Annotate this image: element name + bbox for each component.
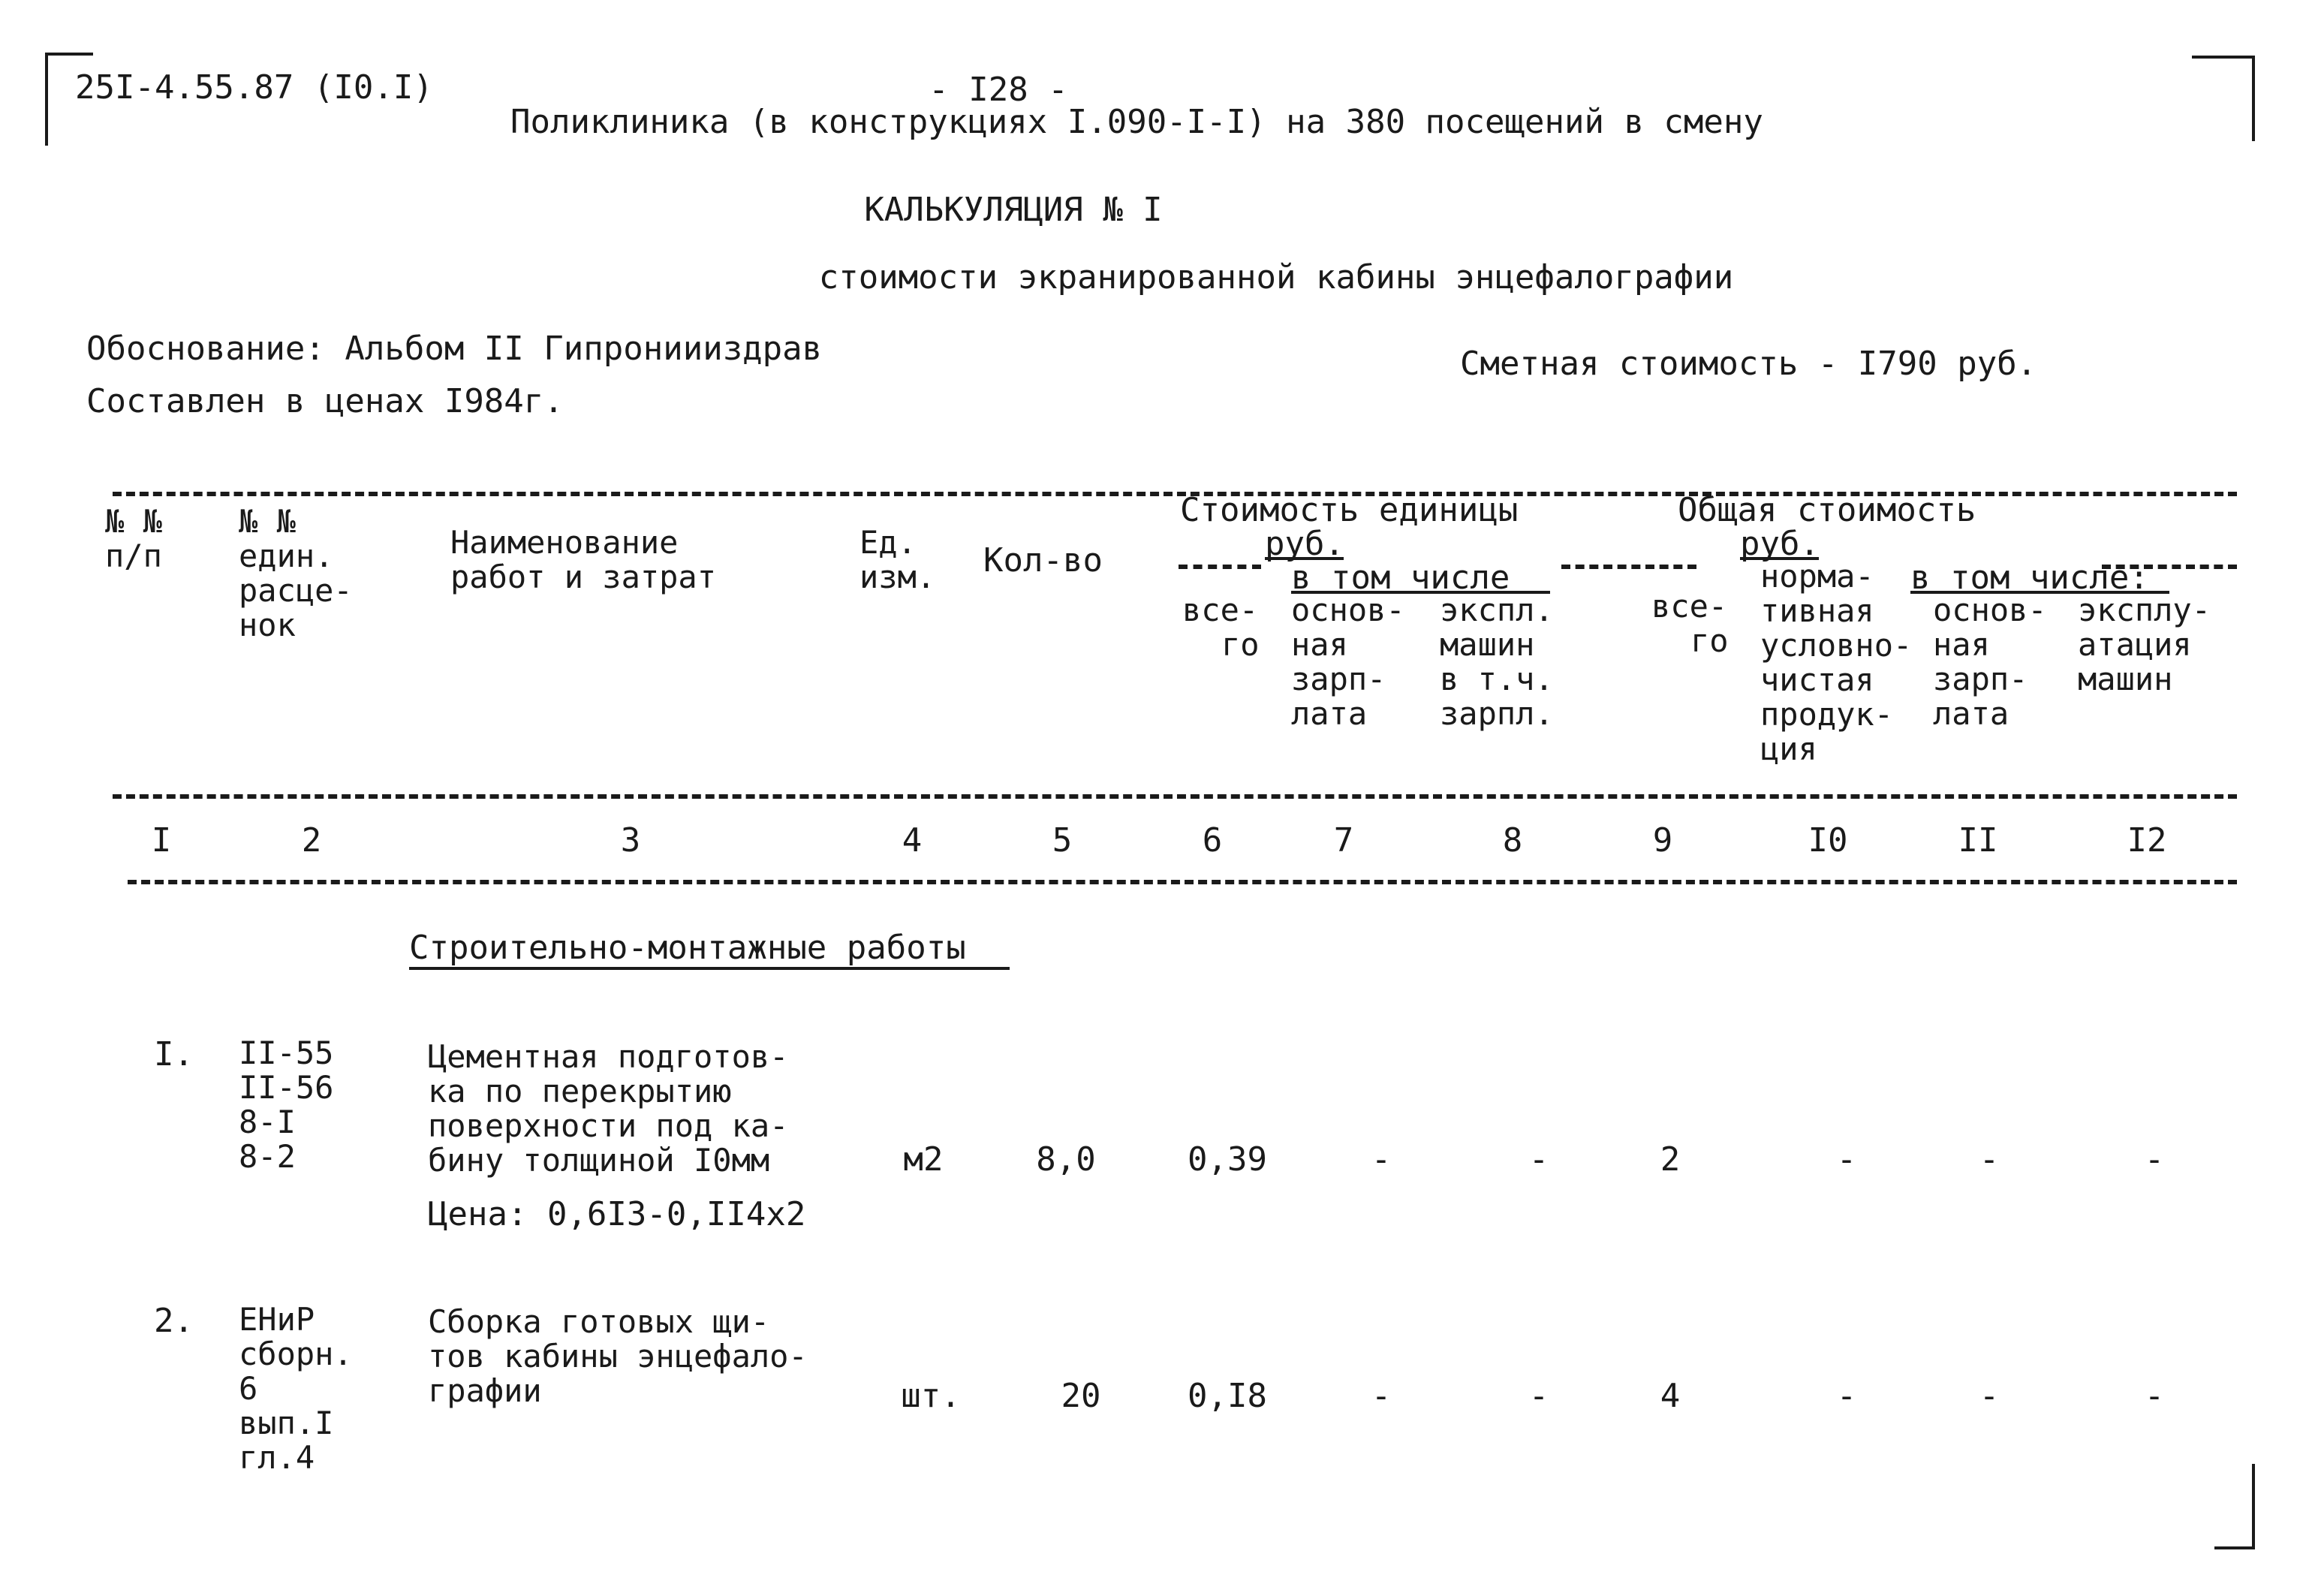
header-total-incl: в том числе: <box>1910 559 2149 597</box>
row-total: 4 <box>1660 1377 1681 1415</box>
row-codes: ЕНиР сборн. 6 вып.I гл.4 <box>239 1301 353 1476</box>
header-col-5: Кол-во <box>983 541 1103 580</box>
row-work-name: Цементная подготов- ка по перекрытию поверхности под ка- бину толщиной I0мм <box>428 1038 789 1179</box>
row-total-normative: - <box>1836 1140 1857 1179</box>
header-col-10: норма- тивная условно- чистая продук- ция <box>1760 558 1913 767</box>
row-price-note: Цена: 0,6I3-0,II4x2 <box>428 1195 806 1233</box>
column-number: 4 <box>902 821 923 860</box>
column-number: 5 <box>1052 821 1073 860</box>
column-number: I2 <box>2127 821 2167 860</box>
row-total-wage: - <box>1979 1377 2000 1415</box>
row-unit-total: 0,I8 <box>1188 1377 1267 1415</box>
section-title-underline <box>409 967 1010 970</box>
prices-text: Составлен в ценах I984г. <box>86 382 564 420</box>
row-unit-wage: - <box>1371 1377 1392 1415</box>
header-total-cost-group: Общая стоимость <box>1678 491 1976 529</box>
column-number: 3 <box>620 821 641 860</box>
row-unit-machines: - <box>1528 1140 1549 1179</box>
header-unit-cost-group: Стоимость единицы <box>1180 491 1519 529</box>
column-number: 7 <box>1333 821 1354 860</box>
section-title: Строительно-монтажные работы <box>409 929 966 967</box>
page-number: - I28 - <box>929 71 1068 109</box>
row-unit-machines: - <box>1528 1377 1549 1415</box>
row-total-machines: - <box>2144 1377 2165 1415</box>
corner-mark-bottom-right <box>2214 1464 2255 1549</box>
row-unit: м2 <box>903 1140 944 1179</box>
corner-mark-top-right <box>2192 56 2255 141</box>
header-col-9: все- го <box>1651 588 1729 659</box>
header-col-11: основ- ная зарп- лата <box>1933 592 2047 732</box>
row-number: 2. <box>154 1302 194 1340</box>
column-number: I <box>151 821 172 860</box>
row-unit-total: 0,39 <box>1188 1140 1267 1179</box>
row-quantity: 8,0 <box>1036 1140 1096 1179</box>
document-code: 25I-4.55.87 (I0.I) <box>75 68 433 107</box>
header-total-cost-rub: руб. <box>1740 525 1820 563</box>
row-total-wage: - <box>1979 1140 2000 1179</box>
row-total: 2 <box>1660 1140 1681 1179</box>
unit-group-incl-rule <box>1561 565 1696 569</box>
header-col-7: основ- ная зарп- лата <box>1291 592 1405 732</box>
column-number: 6 <box>1202 821 1223 860</box>
row-unit-wage: - <box>1371 1140 1392 1179</box>
row-unit: шт. <box>901 1377 961 1415</box>
estimate-cost: Сметная стоимость - I790 руб. <box>1460 345 2037 383</box>
row-total-machines: - <box>2144 1140 2165 1179</box>
header-col-8: экспл. машин в т.ч. зарпл. <box>1440 592 1554 732</box>
header-col-4: Ед. изм. <box>859 524 936 595</box>
basis-text: Обоснование: Альбом II Гипрониииздрав <box>86 330 823 368</box>
calculation-title: КАЛЬКУЛЯЦИЯ № I <box>864 191 1163 229</box>
row-work-name: Сборка готовых щи- тов кабины энцефало- графии <box>428 1303 808 1409</box>
header-col-2: № № един. расце- нок <box>239 503 353 643</box>
column-number: 8 <box>1502 821 1523 860</box>
header-col-6: все- го <box>1182 592 1260 663</box>
column-number-bottom-rule <box>128 880 2237 884</box>
unit-group-sub-rule <box>1179 565 1261 569</box>
column-number: 9 <box>1652 821 1673 860</box>
header-col-12: эксплу- атация машин <box>2078 592 2211 697</box>
document-subtitle: Поликлиника (в конструкциях I.090-I-I) на 380 посещений в смену <box>510 103 1763 141</box>
header-col-3: Наименование работ и затрат <box>450 524 717 595</box>
header-unit-incl: в том числе <box>1291 559 1510 597</box>
header-col-1: № № п/п <box>105 503 162 574</box>
header-bottom-rule <box>113 794 2237 799</box>
calculation-subject: стоимости экранированной кабины энцефалографии <box>818 258 1734 297</box>
column-number: 2 <box>301 821 322 860</box>
row-quantity: 20 <box>1061 1377 1101 1415</box>
row-total-normative: - <box>1836 1377 1857 1415</box>
row-codes: II-55 II-56 8-I 8-2 <box>239 1034 334 1175</box>
row-number: I. <box>154 1035 194 1074</box>
column-number: I0 <box>1808 821 1848 860</box>
header-unit-cost-rub: руб. <box>1265 525 1344 563</box>
column-number: II <box>1958 821 1998 860</box>
